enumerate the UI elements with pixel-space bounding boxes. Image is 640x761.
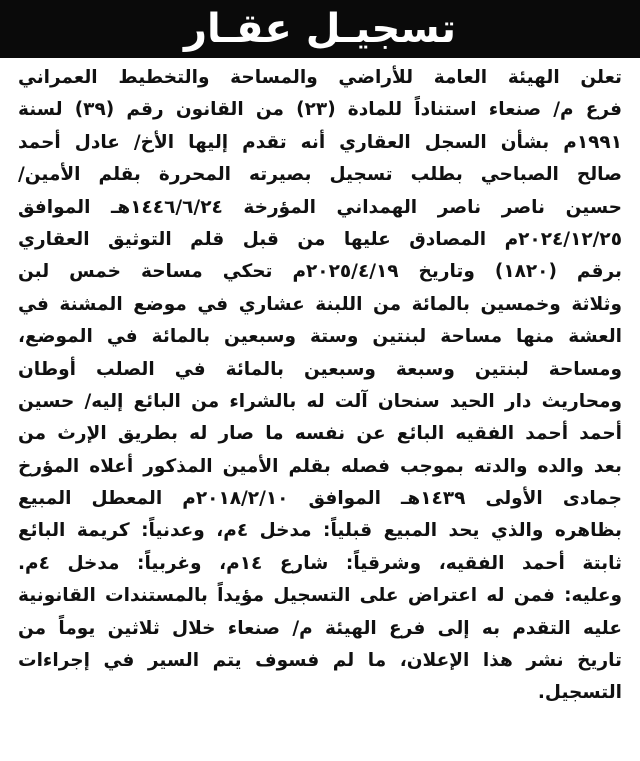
notice-line: ٢٠٢٤/١٢/٢٥م المصادق عليها من قبل قلم التوثيق العقاري — [18, 228, 622, 250]
notice-line: ثابتة أحمد الفقيه، وشرقياً: شارع ١٤م، وغربياً: مدخل ٤م. — [18, 552, 622, 574]
notice-line: أحمد أحمد الفقيه البائع عن نفسه ما صار له بطريق الإرث من — [18, 423, 622, 445]
notice-line: عليه التقدم به إلى فرع الهيئة م/ صنعاء خلال ثلاثين يوماً من — [18, 617, 622, 639]
notice-line: ومحاريث دار الحيد سنحان آلت له بالشراء من البائع إليه/ حسين — [18, 390, 622, 412]
notice-line: تاريخ نشر هذا الإعلان، ما لم فسوف يتم السير في إجراءات — [18, 650, 622, 672]
notice-line: جمادى الأولى ١٤٣٩هـ الموافق ٢٠١٨/٢/١٠م المعطل المبيع — [18, 488, 622, 510]
notice-line: حسين ناصر ناصر الهمداني المؤرخة ١٤٤٦/٦/٢٤هـ الموافق — [18, 196, 622, 218]
notice-title: تسجيـل عقـار — [0, 0, 640, 58]
notice-line: برقم (١٨٢٠) وتاريخ ٢٠٢٥/٤/١٩م تحكي مساحة خمس لبن — [18, 261, 622, 283]
notice-line: بظاهره والذي يحد المبيع قبلياً: مدخل ٤م، وعدنياً: كريمة البائع — [18, 520, 622, 542]
notice-line: التسجيل. — [537, 682, 622, 704]
notice-line: وثلاثة وخمسين بالمائة من اللبنة عشاري في موضع المشنة في — [18, 293, 622, 315]
notice-line: فرع م/ صنعاء استناداً للمادة (٢٣) من القانون رقم (٣٩) لسنة — [18, 99, 622, 121]
notice-line: ومساحة لبنتين وسبعة وسبعين بالمائة في الصلب أوطان — [18, 358, 622, 380]
notice-line: بعد والده والدته بموجب فصله بقلم الأمين المذكور أعلاه المؤرخ — [18, 455, 622, 477]
notice-body — [18, 62, 622, 710]
notice-line: ١٩٩١م بشأن السجل العقاري أنه تقدم إليها الأخ/ عادل أحمد — [18, 131, 622, 153]
notice-line: وعليه: فمن له اعتراض على التسجيل مؤيداً بالمستندات القانونية — [18, 585, 622, 607]
notice-line: تعلن الهيئة العامة للأراضي والمساحة والتخطيط العمراني — [18, 67, 622, 88]
notice-line: العشة منها مساحة لبنتين وستة وسبعين بالمائة في الموضع، — [18, 326, 622, 348]
notice-line: صالح الصباحي بطلب تسجيل بصيرته المحررة بقلم الأمين/ — [18, 164, 622, 186]
